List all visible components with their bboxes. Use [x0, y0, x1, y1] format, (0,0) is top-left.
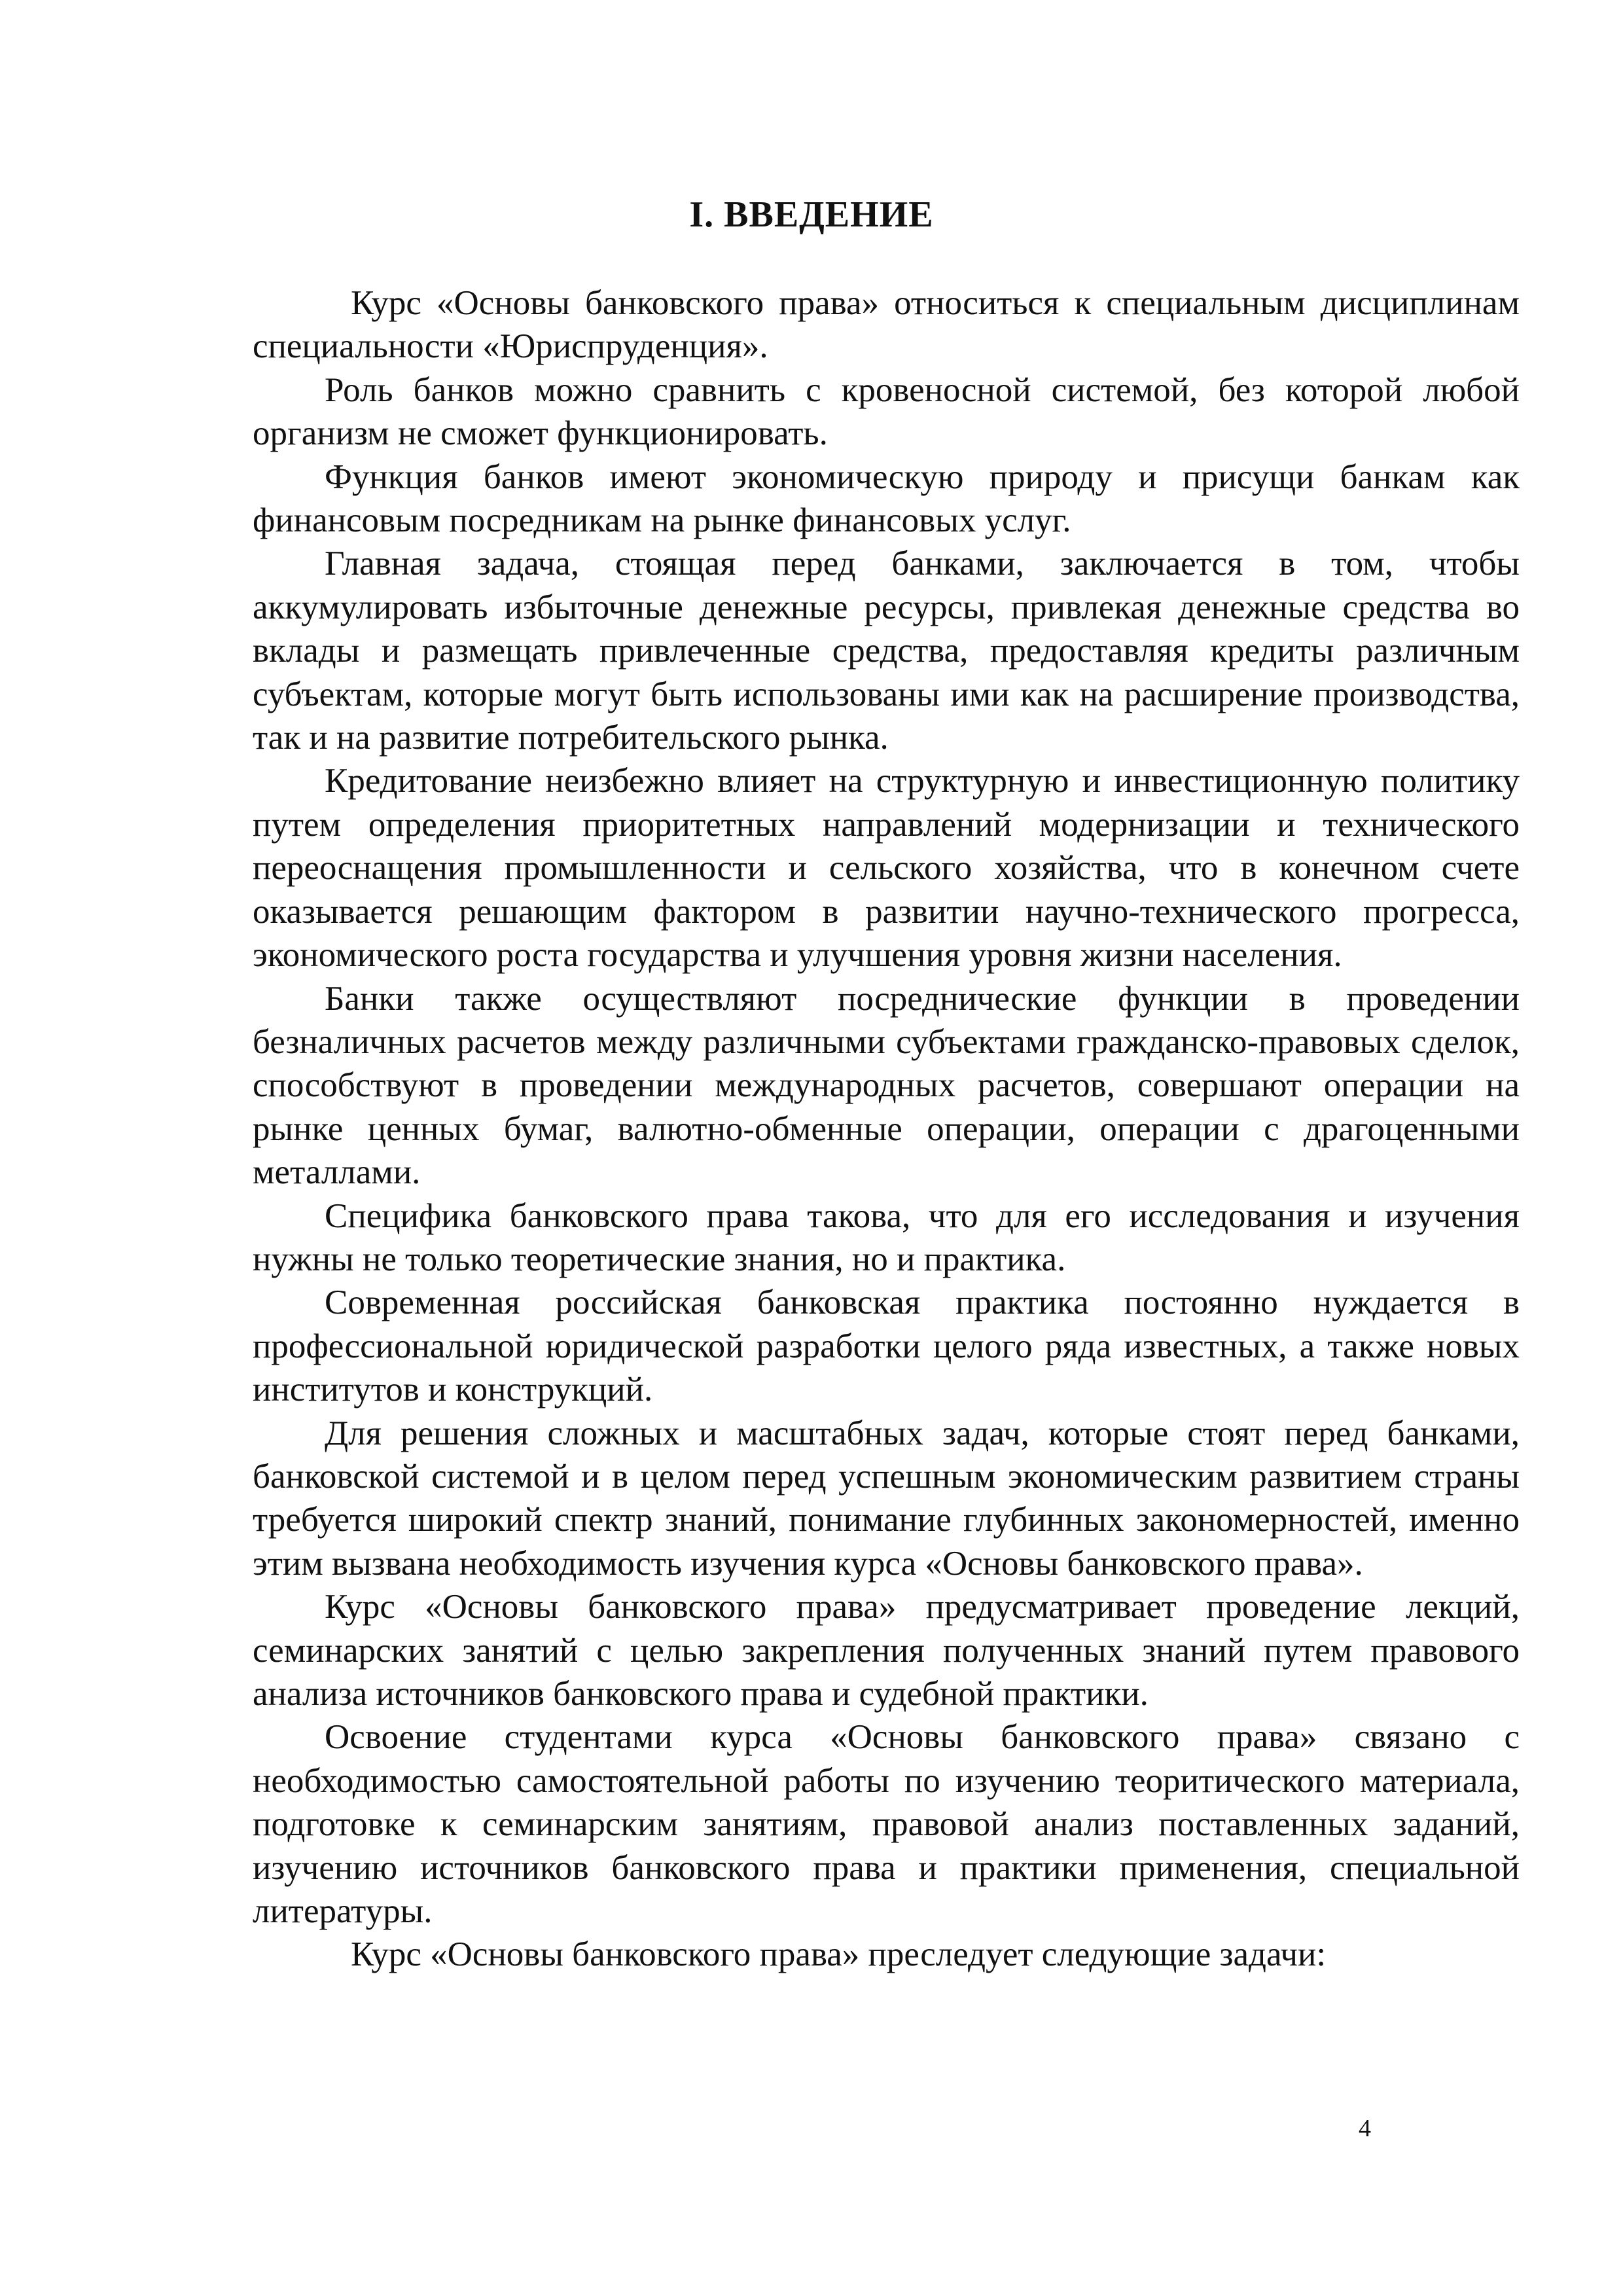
paragraph-course-goals: Курс «Основы банковского права» преследует следующие задачи: — [351, 1935, 1327, 1974]
paragraph-lending: Кредитование неизбежно влияет на структурную и инвестиционную политику путем определения приоритетных направлений модернизации и технического переоснащения промышленности и сельского хозяйства, что в конечном счете оказывается решающим фактором в развитии научно-технического прогресса, экономического роста государства и улучшения уровня жизни населения. — [253, 762, 1520, 975]
paragraph-intermediary-functions: Банки также осуществляют посреднические функции в проведении безналичных расчетов между различными субъектами гражданско-правовых сделок, способствуют в проведении международных расчетов, совершают операции на рынке ценных бумаг, валютно-обменные операции, операции с драгоценными металлами. — [253, 979, 1520, 1192]
section-title: I. ВВЕДЕНИЕ — [689, 194, 934, 235]
paragraph-course-structure: Курс «Основы банковского права» предусматривает проведение лекций, семинарских занятий с целью закрепления полученных знаний путем правового анализа источников банковского права и судебной практики. — [253, 1588, 1520, 1713]
paragraph-specifics: Специфика банковского права такова, что для его исследования и изучения нужны не только теоретические знания, но и практика. — [253, 1196, 1520, 1278]
paragraph-course-mastering: Освоение студентами курса «Основы банковского права» связано с необходимостью самостоятельной работы по изучению теоритического материала, подготовке к семинарским занятиям, правовой анализ поставленных заданий, изучению источников банковского права и практики применения, специальной литературы. — [253, 1718, 1520, 1931]
paragraph-complex-tasks: Для решения сложных и масштабных задач, которые стоят перед банками, банковской системой и в целом перед успешным экономическим развитием страны требуется широкий спектр знаний, понимание глубинных закономерностей, именно этим вызвана необходимость изучения курса «Основы банковского права». — [253, 1414, 1520, 1583]
paragraph-bank-function: Функция банков имеют экономическую природу и присущи банкам как финансовым посредникам на рынке финансовых услуг. — [253, 457, 1520, 540]
body-text — [253, 281, 1520, 1977]
paragraph-main-task: Главная задача, стоящая перед банками, заключается в том, чтобы аккумулировать избыточные денежные ресурсы, привлекая денежные средства во вклады и размещать привлеченные средства, предоставляя кредиты различным субъектам, которые могут быть использованы ими как на расширение производства, так и на развитие потребительского рынка. — [253, 545, 1520, 757]
paragraph-role-of-banks: Роль банков можно сравнить с кровеносной системой, без которой любой организм не сможет функционировать. — [253, 370, 1520, 453]
paragraph-modern-practice: Современная российская банковская практика постоянно нуждается в профессиональной юридической разработки целого ряда известных, а также новых институтов и конструкций. — [253, 1283, 1520, 1409]
paragraph-course-discipline: Курс «Основы банковского права» относиться к специальным дисциплинам специальности «Юриспруденция». — [253, 284, 1520, 366]
page-number: 4 — [1359, 2115, 1371, 2142]
